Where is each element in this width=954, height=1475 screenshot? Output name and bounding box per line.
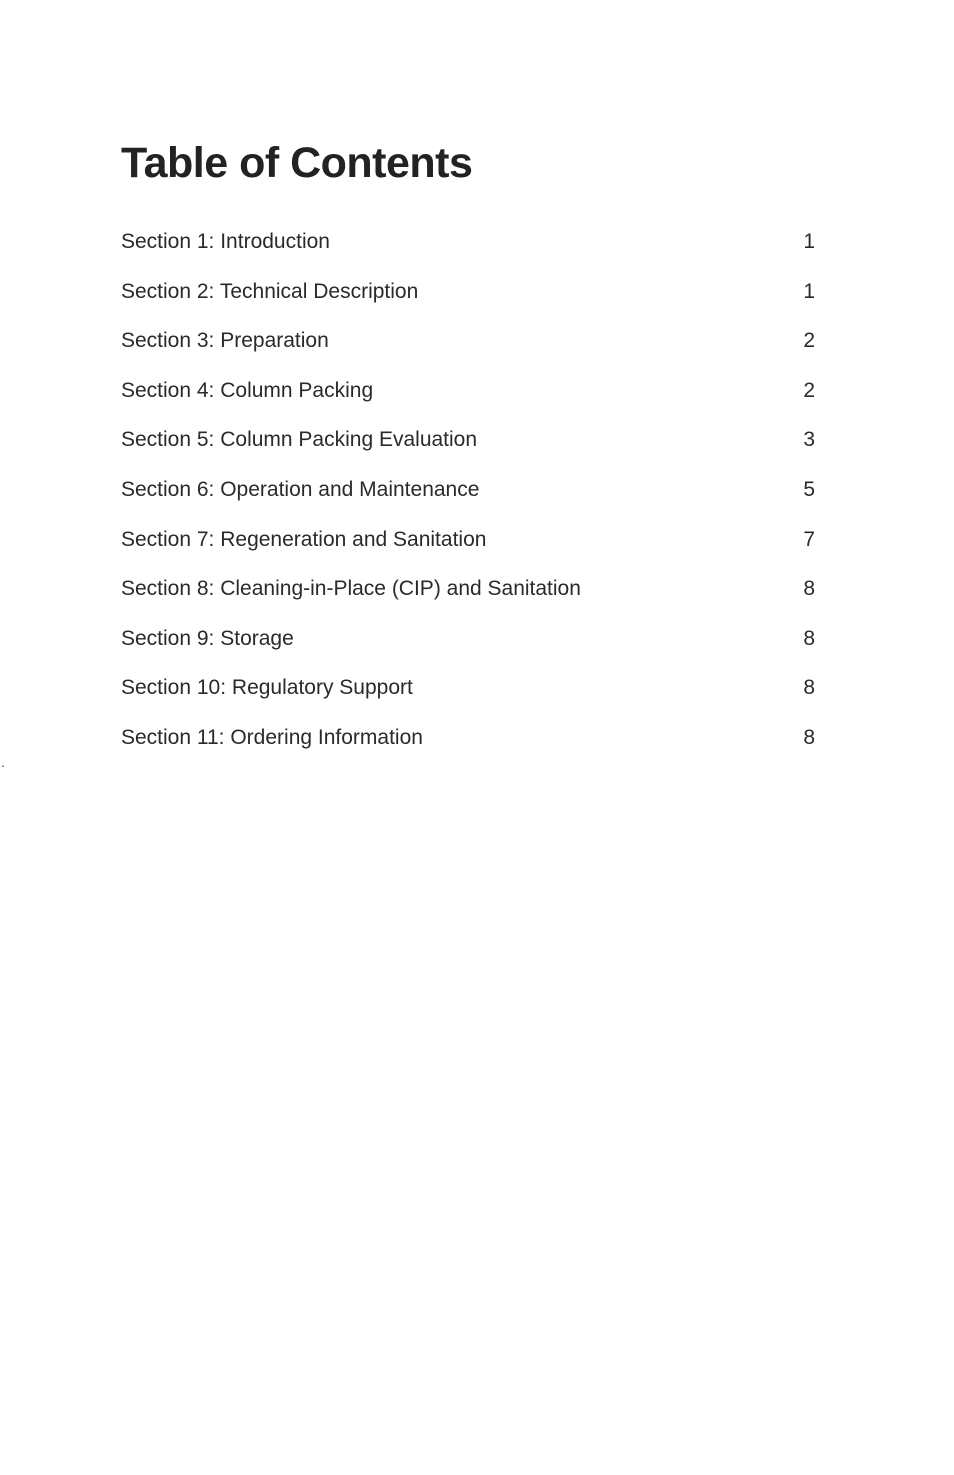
toc-entry-page-number: 1 [803, 230, 815, 253]
toc-entry-section-7[interactable] [121, 524, 821, 574]
toc-entry-page-number: 2 [803, 329, 815, 353]
toc-entry-section-8[interactable] [121, 573, 821, 623]
toc-entry-label: Section 6: Operation and Maintenance [121, 477, 480, 501]
page-title: Table of Contents [121, 139, 473, 187]
toc-entry-page-number: 2 [803, 378, 815, 402]
table-of-contents [121, 226, 821, 772]
toc-entry-label: Section 9: Storage [121, 626, 294, 650]
toc-entry-section-1[interactable] [121, 226, 821, 276]
toc-entry-section-6[interactable] [121, 474, 821, 524]
stray-mark: . [1, 754, 5, 770]
toc-entry-page-number: 8 [803, 725, 815, 749]
toc-entry-section-10[interactable] [121, 672, 821, 722]
toc-entry-label: Section 4: Column Packing [121, 378, 374, 402]
toc-entry-section-3[interactable] [121, 325, 821, 375]
toc-entry-label: Section 10: Regulatory Support [121, 676, 413, 700]
toc-entry-section-9[interactable] [121, 623, 821, 673]
toc-entry-page-number: 1 [803, 279, 815, 303]
toc-entry-page-number: 7 [803, 527, 815, 551]
toc-entry-page-number: 8 [803, 676, 815, 700]
toc-entry-label: Section 3: Preparation [121, 329, 329, 353]
toc-entry-label: Section 8: Cleaning-in-Place (CIP) and Sanitation [121, 577, 581, 601]
toc-entry-section-4[interactable] [121, 375, 821, 425]
toc-entry-section-5[interactable] [121, 424, 821, 474]
toc-entry-section-11[interactable] [121, 722, 821, 772]
toc-entry-label: Section 5: Column Packing Evaluation [121, 428, 478, 452]
toc-entry-page-number: 3 [803, 428, 815, 452]
toc-entry-label: Section 7: Regeneration and Sanitation [121, 527, 487, 551]
toc-entry-page-number: 8 [803, 577, 815, 601]
toc-entry-label: Section 1: Introduction [121, 230, 330, 253]
toc-entry-label: Section 11: Ordering Information [121, 725, 423, 749]
toc-entry-section-2[interactable] [121, 276, 821, 326]
toc-entry-page-number: 8 [803, 626, 815, 650]
toc-entry-page-number: 5 [803, 477, 815, 501]
toc-entry-label: Section 2: Technical Description [121, 279, 419, 303]
